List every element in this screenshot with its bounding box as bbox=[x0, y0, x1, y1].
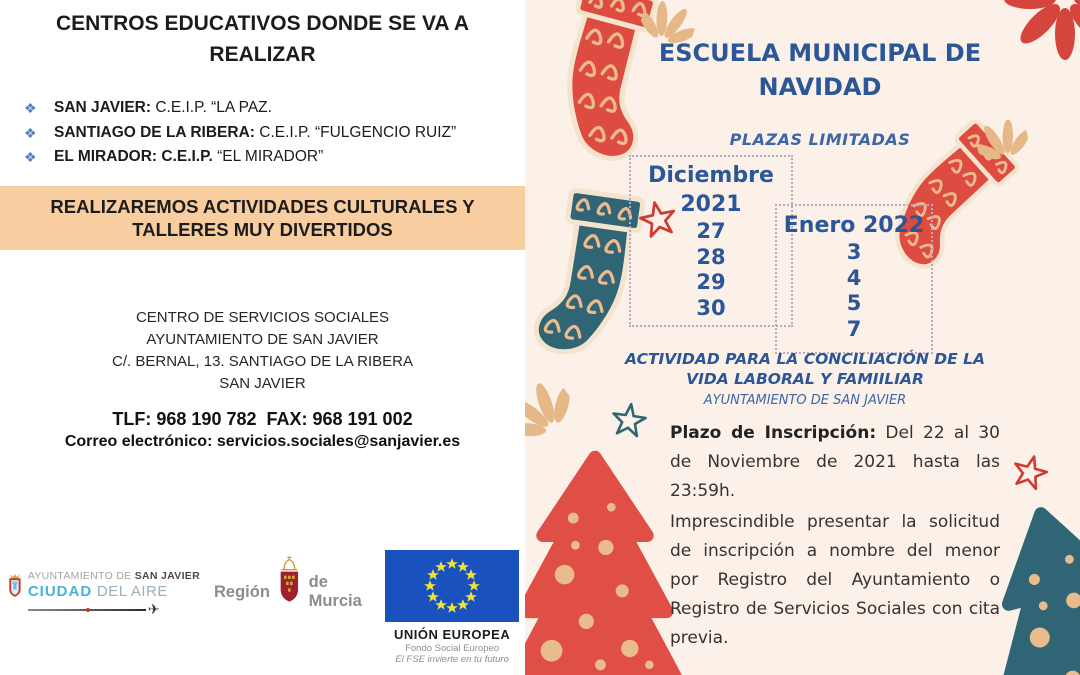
december-date: 28 bbox=[696, 244, 726, 269]
activity-statement bbox=[565, 349, 1045, 411]
airplane-icon: ✈ bbox=[147, 601, 160, 617]
eu-logo bbox=[385, 550, 519, 665]
address-line: AYUNTAMIENTO DE SAN JAVIER bbox=[146, 330, 379, 348]
address-block bbox=[0, 307, 525, 395]
december-box-title: Diciembre 2021 bbox=[648, 163, 774, 217]
sanjavier-crest-icon bbox=[8, 550, 22, 624]
activity-line: ACTIVIDAD PARA LA CONCILIACIÓN DE LA bbox=[625, 350, 985, 368]
january-dates-box bbox=[775, 204, 933, 354]
activities-banner: REALIZAREMOS ACTIVIDADES CULTURALES Y TALLERES MUY DIVERTIDOS bbox=[0, 186, 525, 250]
list-item bbox=[24, 145, 525, 170]
sanjavier-logo bbox=[8, 550, 200, 624]
murcia-logo-text-right: de Murcia bbox=[308, 573, 362, 610]
contrail-icon bbox=[28, 609, 146, 611]
center-text: SAN JAVIER: C.E.I.P. “LA PAZ. bbox=[54, 99, 272, 116]
eu-flag-icon bbox=[385, 550, 519, 622]
centers-list bbox=[24, 96, 525, 170]
plazas-limitadas-label: PLAZAS LIMITADAS bbox=[729, 130, 911, 149]
list-item bbox=[24, 121, 525, 146]
january-date: 5 bbox=[846, 291, 862, 315]
murcia-crest-icon bbox=[276, 548, 303, 622]
january-box-title: Enero 2022 bbox=[783, 213, 925, 238]
address-line: SAN JAVIER bbox=[219, 374, 306, 392]
contrail-line bbox=[28, 601, 200, 618]
december-date: 29 bbox=[696, 270, 726, 294]
eu-logo-sub2: El FSE invierte en tu futuro bbox=[395, 654, 509, 665]
center-text: EL MIRADOR: C.E.I.P. “EL MIRADOR” bbox=[54, 148, 324, 165]
eu-logo-title: UNIÓN EUROPEA bbox=[393, 627, 511, 642]
starburst-icon bbox=[1000, 0, 1080, 64]
address-line: C/. BERNAL, 13. SANTIAGO DE LA RIBERA bbox=[112, 352, 413, 370]
january-date: 4 bbox=[846, 265, 862, 290]
christmas-tree-icon bbox=[525, 442, 685, 675]
activity-org-line: AYUNTAMIENTO DE SAN JAVIER bbox=[703, 393, 907, 408]
december-date: 27 bbox=[696, 219, 726, 243]
email-line: Correo electrónico: servicios.sociales@sanjavier.es bbox=[64, 432, 461, 450]
murcia-logo bbox=[214, 562, 369, 622]
left-panel bbox=[0, 0, 525, 675]
murcia-logo-text-left: Región bbox=[214, 582, 270, 601]
inscription-period-paragraph: Plazo de Inscripción: Del 22 al 30 de Noviembre de 2021 hasta las 23:59h. bbox=[670, 423, 1000, 501]
left-title: CENTROS EDUCATIVOS DONDE SE VA A REALIZAR bbox=[55, 12, 470, 66]
right-title: ESCUELA MUNICIPAL DE NAVIDAD bbox=[658, 39, 982, 101]
address-line: CENTRO DE SERVICIOS SOCIALES bbox=[135, 308, 390, 326]
registration-note-paragraph: Imprescindible presentar la solicitud de inscripción a nombre del menor por Registro del Ayuntamiento o Registro de Servicios Sociales con cita previa. bbox=[670, 512, 1000, 648]
center-text: SANTIAGO DE LA RIBERA: C.E.I.P. “FULGENCIO RUIZ” bbox=[54, 123, 457, 141]
january-date: 3 bbox=[846, 240, 862, 264]
sanjavier-logo-text: AYUNTAMIENTO DE SAN JAVIER CIUDAD DEL AIRE ✈ bbox=[27, 570, 200, 617]
diamond-bullet-icon: ❖ bbox=[24, 124, 37, 141]
eu-logo-sub1: Fondo Social Europeo bbox=[405, 643, 500, 654]
star-icon bbox=[1006, 448, 1055, 497]
right-panel bbox=[525, 0, 1080, 675]
january-date: 7 bbox=[846, 316, 862, 341]
logos-row bbox=[8, 550, 513, 665]
activity-line: VIDA LABORAL Y FAMIILIAR bbox=[686, 370, 924, 388]
list-item bbox=[24, 96, 525, 121]
diamond-bullet-icon: ❖ bbox=[24, 100, 37, 116]
phone-fax-line: TLF: 968 190 782 FAX: 968 191 002 bbox=[112, 408, 413, 429]
december-date: 30 bbox=[696, 295, 726, 320]
diamond-bullet-icon: ❖ bbox=[24, 149, 37, 165]
december-dates-box bbox=[629, 155, 793, 327]
